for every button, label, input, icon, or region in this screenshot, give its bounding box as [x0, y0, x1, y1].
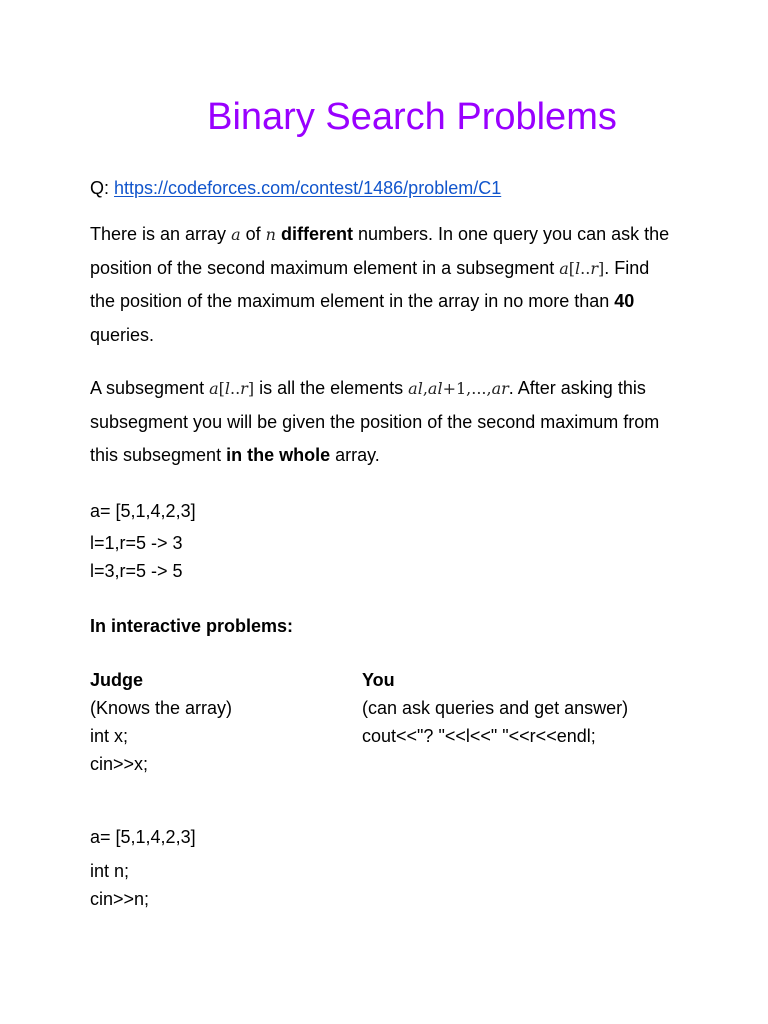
- p1-text-2: of: [240, 224, 266, 244]
- p1-text-1: There is an array: [90, 224, 232, 244]
- p1-bold-different: different: [280, 224, 353, 244]
- example2-code: [90, 857, 690, 913]
- you-heading: You: [362, 670, 395, 690]
- p2-math-close: ]: [247, 379, 255, 398]
- p1-math-subseg-open: [: [568, 258, 576, 278]
- p2-math-r: r: [240, 379, 248, 398]
- p1-text-6: queries.: [90, 324, 155, 345]
- example2-line-2: cin>>n;: [90, 889, 150, 909]
- p2-text-4: array.: [330, 445, 380, 465]
- p1-text-5: . Find the position of the maximum element in the array in no more than: [90, 257, 650, 311]
- p1-math-subseg-r: r: [590, 258, 598, 278]
- example-queries: [90, 529, 690, 585]
- p2-math-dots: ..: [230, 379, 241, 398]
- subsegment-definition-paragraph: [90, 372, 675, 473]
- page-title-text: Binary Search Problems: [207, 96, 617, 138]
- judge-line-1: (Knows the array): [90, 698, 233, 718]
- interactive-heading-text: In interactive problems:: [90, 616, 294, 636]
- p1-math-subseg-dots: ..: [580, 258, 591, 278]
- you-line-1: (can ask queries and get answer): [362, 698, 629, 718]
- interactive-heading: [90, 612, 690, 640]
- example2-line-1: int n;: [90, 861, 130, 881]
- judge-line-2: int x;: [90, 726, 129, 746]
- example-query-1: l=1,r=5 -> 3: [90, 533, 183, 553]
- p1-math-n: n: [265, 225, 276, 244]
- p1-math-a: a: [231, 225, 241, 244]
- p2-text-2: is all the elements: [254, 378, 409, 398]
- judge-column: [90, 666, 232, 778]
- p2-math-al: al: [408, 379, 423, 398]
- example-array: a= [5,1,4,2,3]: [90, 501, 196, 521]
- example-query-2: l=3,r=5 -> 5: [90, 561, 183, 581]
- p1-math-subseg-l: l: [575, 258, 581, 278]
- p1-bold-40: 40: [614, 291, 635, 311]
- you-column: [362, 666, 628, 750]
- p2-math-plus1: +1,...,: [442, 379, 492, 398]
- p2-math-al2: al: [427, 379, 443, 398]
- p1-math-subseg-a: a: [559, 258, 569, 278]
- you-line-2: cout<<"? "<<l<<" "<<r<<endl;: [362, 726, 596, 746]
- p2-math-ar: ar: [491, 379, 509, 398]
- p2-text-1: A subsegment: [90, 378, 210, 398]
- problem-description-paragraph: [90, 218, 675, 352]
- page-title: [0, 93, 768, 141]
- question-label: Q:: [90, 178, 115, 198]
- judge-line-3: cin>>x;: [90, 754, 149, 774]
- question-line: [90, 175, 690, 201]
- p1-math-subseg-close: ]: [598, 258, 605, 278]
- example2-array: a= [5,1,4,2,3]: [90, 827, 196, 847]
- question-link[interactable]: https://codeforces.com/contest/1486/problem/C1: [114, 178, 502, 198]
- p2-math-open: [: [218, 379, 225, 398]
- p1-text-4: numbers. In one query you can ask the position of the second maximum element in a subsegment: [90, 224, 670, 278]
- p2-math-comma: ,: [422, 379, 428, 398]
- judge-heading: Judge: [90, 670, 144, 690]
- p2-math-a: a: [209, 379, 219, 398]
- p2-math-l: l: [224, 379, 230, 398]
- p2-text-3: . After asking this subsegment you will be given the position of the second maximum from this subsegment: [90, 378, 660, 465]
- p2-bold-in-the-whole: in the whole: [226, 445, 331, 465]
